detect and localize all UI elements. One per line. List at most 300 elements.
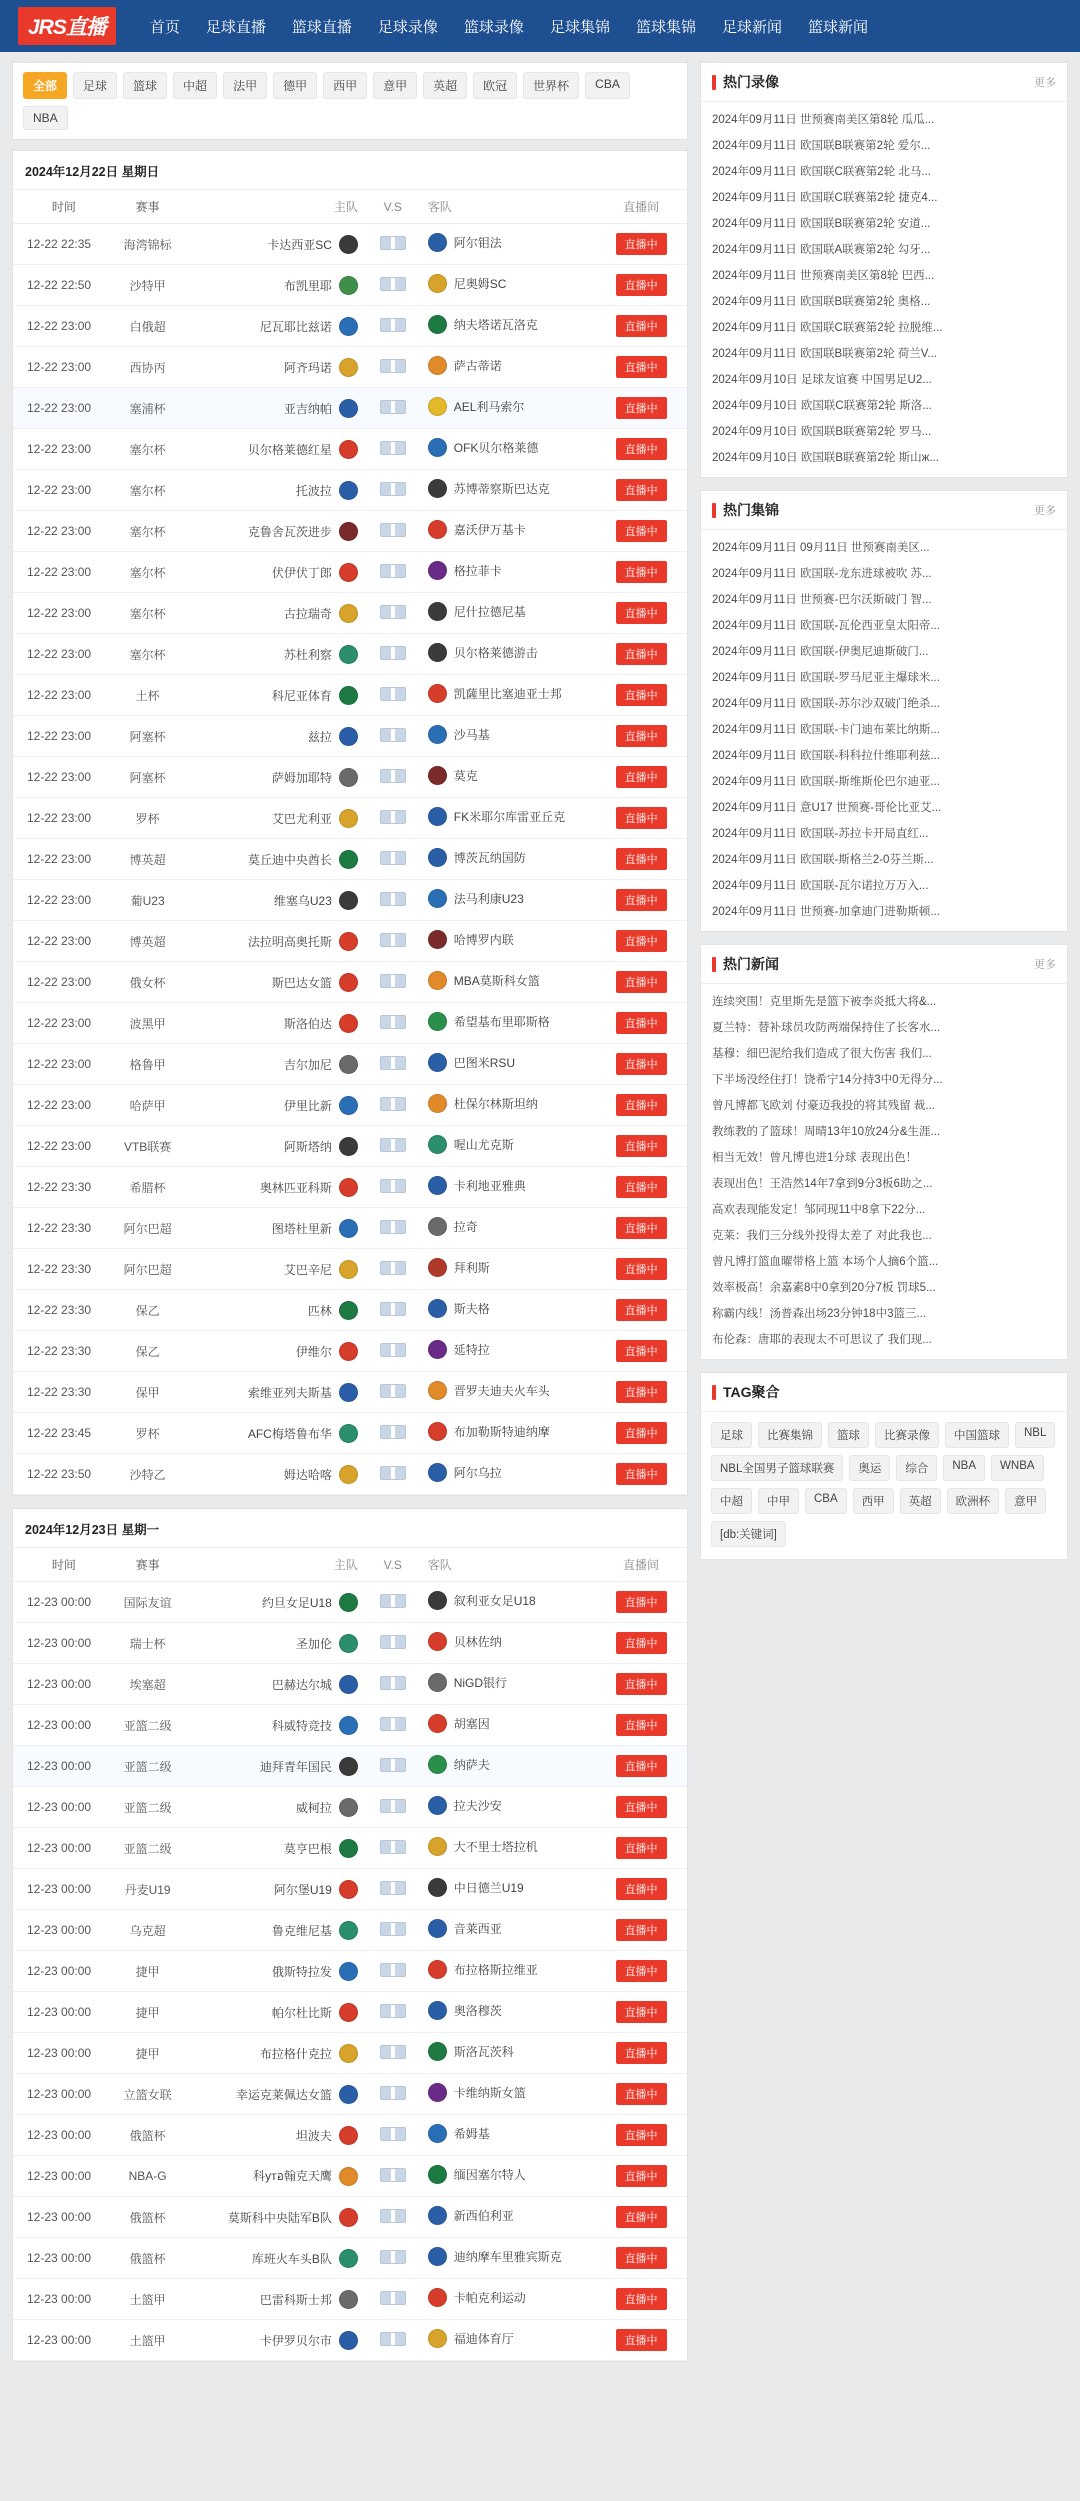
list-item[interactable]: 2024年09月11日 欧国联-龙东进球被吹 苏... (712, 568, 932, 580)
panel-more-link[interactable]: 更多 (1034, 505, 1056, 517)
filter-chip-7[interactable]: 意甲 (373, 72, 417, 99)
home-team-cell (190, 511, 365, 552)
table-row[interactable] (13, 634, 687, 675)
tag-item-7[interactable]: 奥运 (849, 1455, 890, 1481)
live-cell (595, 716, 687, 757)
away-team-name: 福迪体育厅 (453, 2332, 514, 2346)
table-row[interactable] (13, 593, 687, 634)
match-time: 12-23 00:00 (27, 2005, 92, 2019)
table-row[interactable] (13, 2320, 687, 2361)
table-row[interactable] (13, 798, 687, 839)
match-time: 12-22 22:35 (27, 237, 92, 251)
away-team-crest-icon (428, 397, 447, 416)
list-item[interactable]: 2024年09月10日 欧国联C联赛第2轮 斯洛... (712, 400, 932, 412)
list-item[interactable]: 2024年09月11日 意U17 世预赛-哥伦比亚艾... (712, 802, 942, 814)
live-button[interactable]: 直播中 (616, 2247, 667, 2269)
versus-cell (366, 880, 420, 921)
tag-item-13[interactable]: CBA (805, 1488, 847, 1514)
filter-chip-0[interactable]: 全部 (23, 72, 67, 99)
table-row[interactable] (13, 1372, 687, 1413)
list-item[interactable]: 2024年09月11日 欧国联-苏拉卡开局直红... (712, 828, 929, 840)
list-item[interactable]: 2024年09月11日 世预赛-加拿迪门进勒斯顿... (712, 906, 940, 918)
list-item[interactable]: 2024年09月11日 欧国联-伊奥尼迪斯破门... (712, 646, 929, 658)
panel-more-link[interactable]: 更多 (1034, 959, 1056, 971)
list-item[interactable]: 2024年09月11日 欧国联-苏尔沙双破门绝杀... (712, 698, 940, 710)
schedule-table (13, 1548, 687, 2361)
away-team-crest-icon (428, 1837, 447, 1856)
table-row[interactable] (13, 1869, 687, 1910)
versus-cell (366, 1951, 420, 1992)
home-team-crest-icon (339, 686, 358, 705)
live-button[interactable]: 直播中 (616, 1299, 667, 1321)
live-button[interactable]: 直播中 (616, 2329, 667, 2351)
table-row[interactable] (13, 1044, 687, 1085)
versus-cell (366, 1331, 420, 1372)
list-item[interactable]: 2024年09月10日 欧国联B联赛第2轮 斯山ж... (712, 452, 939, 464)
list-item[interactable]: 2024年09月11日 欧国联C联赛第2轮 北马... (712, 166, 931, 178)
match-time: 12-23 00:00 (27, 1677, 92, 1691)
list-item[interactable]: 称霸内线！汤普森出场23分钟18中3篮三... (712, 1308, 927, 1320)
live-button[interactable]: 直播中 (616, 1673, 667, 1695)
away-team-crest-icon (428, 1094, 447, 1113)
nav-item-5[interactable]: 足球集锦 (549, 18, 610, 36)
versus-cell (366, 1413, 420, 1454)
live-button[interactable]: 直播中 (616, 233, 667, 255)
match-time: 12-23 00:00 (27, 2251, 92, 2265)
list-item[interactable]: 2024年09月11日 世预赛南美区第8轮 瓜瓜... (712, 114, 935, 126)
panel-list (701, 102, 1067, 477)
live-button[interactable]: 直播中 (616, 2165, 667, 2187)
live-button[interactable]: 直播中 (616, 1632, 667, 1654)
league-name: VTB联赛 (123, 1139, 172, 1154)
column-header-2: 主队 (190, 1548, 365, 1582)
league-name: 埃塞超 (129, 1677, 166, 1692)
away-team-cell (420, 1003, 595, 1044)
versus-cell (366, 1623, 420, 1664)
tag-item-16[interactable]: 欧洲杯 (947, 1488, 1000, 1514)
live-button[interactable]: 直播中 (616, 971, 667, 993)
away-team-crest-icon (428, 971, 447, 990)
table-row[interactable] (13, 921, 687, 962)
home-team-cell (190, 1372, 365, 1413)
table-row[interactable] (13, 470, 687, 511)
list-item[interactable]: 2024年09月11日 世预赛南美区第8轮 巴西... (712, 270, 935, 282)
away-team-cell (420, 1582, 595, 1623)
tag-item-6[interactable]: NBL全国男子篮球联赛 (711, 1455, 843, 1481)
live-button[interactable]: 直播中 (616, 1176, 667, 1198)
home-team-name: 莫斯科中央陆军B队 (227, 2210, 332, 2225)
list-item[interactable]: 2024年09月11日 欧国联-罗马尼亚主爆球米... (712, 672, 940, 684)
home-team-crest-icon (339, 1014, 358, 1033)
versus-icon (380, 1676, 406, 1690)
list-item[interactable]: 2024年09月11日 欧国联-科科拉什维耶利兹... (712, 750, 940, 762)
filter-chip-3[interactable]: 中超 (173, 72, 217, 99)
table-row[interactable] (13, 2238, 687, 2279)
live-button[interactable]: 直播中 (616, 848, 667, 870)
match-time: 12-22 23:00 (27, 934, 92, 948)
table-row[interactable] (13, 1582, 687, 1623)
list-item[interactable]: 曾凡博打篮血曜带格上篮 本场个人摘6个篮... (712, 1256, 939, 1268)
table-row[interactable] (13, 757, 687, 798)
table-row[interactable] (13, 388, 687, 429)
home-team-name: 吉尔加尼 (283, 1057, 332, 1072)
live-button[interactable]: 直播中 (616, 1053, 667, 1075)
live-button[interactable]: 直播中 (616, 1960, 667, 1982)
live-button[interactable]: 直播中 (616, 2206, 667, 2228)
list-item[interactable]: 布伦森：唐耶的表现太不可思议了 我们现... (712, 1334, 932, 1346)
table-row[interactable] (13, 511, 687, 552)
table-row[interactable] (13, 1167, 687, 1208)
list-item[interactable]: 2024年09月11日 欧国联B联赛第2轮 荷兰V... (712, 348, 937, 360)
live-button[interactable]: 直播中 (616, 356, 667, 378)
away-team-name: MBA莫斯科女篮 (453, 974, 540, 988)
live-cell (595, 1951, 687, 1992)
nav-item-1[interactable]: 足球直播 (205, 18, 266, 36)
tag-item-0[interactable]: 足球 (711, 1422, 752, 1448)
versus-cell (366, 1372, 420, 1413)
league-name: 俄篮杯 (129, 2128, 166, 2143)
live-button[interactable]: 直播中 (616, 1012, 667, 1034)
away-team-cell (420, 265, 595, 306)
home-team-cell (190, 347, 365, 388)
versus-cell (366, 1208, 420, 1249)
tag-item-17[interactable]: 意甲 (1005, 1488, 1046, 1514)
table-row[interactable] (13, 1951, 687, 1992)
live-button[interactable]: 直播中 (616, 2083, 667, 2105)
versus-cell (366, 1664, 420, 1705)
live-button[interactable]: 直播中 (616, 684, 667, 706)
list-item[interactable]: 2024年09月11日 欧国联-瓦伦西亚皇太阳帝... (712, 620, 940, 632)
live-button[interactable]: 直播中 (616, 1135, 667, 1157)
away-team-cell (420, 2238, 595, 2279)
versus-icon (380, 892, 406, 906)
home-team-cell (190, 757, 365, 798)
site-logo[interactable]: JRS直播 (18, 7, 116, 45)
home-team-cell (190, 962, 365, 1003)
live-button[interactable]: 直播中 (616, 2042, 667, 2064)
table-row[interactable] (13, 1664, 687, 1705)
versus-cell (366, 1290, 420, 1331)
list-item[interactable]: 2024年09月11日 欧国联C联赛第2轮 拉脱维... (712, 322, 943, 334)
table-row[interactable] (13, 1290, 687, 1331)
live-button[interactable]: 直播中 (616, 1094, 667, 1116)
nav-item-6[interactable]: 篮球集锦 (635, 18, 696, 36)
away-team-name: 巴图米RSU (453, 1056, 516, 1070)
schedule-table (13, 190, 687, 1495)
live-button[interactable]: 直播中 (616, 1258, 667, 1280)
live-button[interactable]: 直播中 (616, 1591, 667, 1613)
live-button[interactable]: 直播中 (616, 520, 667, 542)
away-team-cell (420, 593, 595, 634)
versus-icon (380, 1963, 406, 1977)
table-row[interactable] (13, 1828, 687, 1869)
list-item[interactable]: 基穆：细巴泥给我们造成了很大伤害 我们... (712, 1048, 932, 1060)
league-name: NBA-G (128, 2169, 167, 2183)
league-filter-bar (12, 62, 688, 140)
list-item[interactable]: 2024年09月10日 欧国联B联赛第2轮 罗马... (712, 426, 932, 438)
filter-chip-9[interactable]: 欧冠 (473, 72, 517, 99)
list-item[interactable]: 2024年09月11日 欧国联-斯格兰2-0芬兰斯... (712, 854, 934, 866)
home-team-crest-icon (339, 1383, 358, 1402)
list-item[interactable]: 2024年09月11日 欧国联-卡门迪布莱比纳斯... (712, 724, 940, 736)
away-team-name: 杜保尔林斯坦纳 (453, 1097, 538, 1111)
tag-item-11[interactable]: 中超 (711, 1488, 752, 1514)
table-row[interactable] (13, 347, 687, 388)
home-team-crest-icon (339, 973, 358, 992)
tag-item-15[interactable]: 英超 (900, 1488, 941, 1514)
list-item[interactable]: 表现出色！王浩然14年7拿到9分3板6助之... (712, 1178, 933, 1190)
panel-title-group (712, 954, 779, 974)
home-team-cell (190, 429, 365, 470)
live-cell (595, 2156, 687, 2197)
live-button[interactable]: 直播中 (616, 2288, 667, 2310)
home-team-name: 巴赫达尔城 (271, 1677, 332, 1692)
away-team-name: 拉夫沙安 (453, 1799, 502, 1813)
away-team-cell (420, 1413, 595, 1454)
list-item[interactable]: 2024年09月11日 欧国联C联赛第2轮 捷克4... (712, 192, 938, 204)
home-team-crest-icon (339, 317, 358, 336)
away-team-name: 格拉菲卡 (453, 564, 502, 578)
away-team-name: NiGD银行 (453, 1676, 508, 1690)
table-row[interactable] (13, 429, 687, 470)
live-button[interactable]: 直播中 (616, 315, 667, 337)
live-button[interactable]: 直播中 (616, 643, 667, 665)
tag-item-12[interactable]: 中甲 (758, 1488, 799, 1514)
table-row[interactable] (13, 1331, 687, 1372)
panel-header (701, 63, 1067, 102)
live-button[interactable]: 直播中 (616, 479, 667, 501)
list-item[interactable]: 2024年09月11日 09月11日 世预赛南美区... (712, 542, 930, 554)
live-button[interactable]: 直播中 (616, 2001, 667, 2023)
table-row[interactable] (13, 2115, 687, 2156)
home-team-name: 亚吉纳帕 (283, 401, 332, 416)
live-button[interactable]: 直播中 (616, 1217, 667, 1239)
live-button[interactable]: 直播中 (616, 1796, 667, 1818)
filter-chip-12[interactable]: NBA (23, 106, 68, 130)
live-button[interactable]: 直播中 (616, 1919, 667, 1941)
list-item[interactable]: 2024年09月11日 欧国联B联赛第2轮 安道... (712, 218, 931, 230)
league-name: 国际友谊 (123, 1595, 172, 1610)
home-team-name: 科утอ翰克天鹰 (253, 2168, 332, 2183)
table-row[interactable] (13, 2156, 687, 2197)
live-button[interactable]: 直播中 (616, 766, 667, 788)
nav-item-4[interactable]: 篮球录像 (463, 18, 524, 36)
nav-item-2[interactable]: 篮球直播 (291, 18, 352, 36)
table-row[interactable] (13, 2197, 687, 2238)
list-item[interactable]: 连续突围！克里斯先是篮下被李炎抵大将&... (712, 996, 937, 1008)
filter-chip-10[interactable]: 世界杯 (523, 72, 579, 99)
live-button[interactable]: 直播中 (616, 2124, 667, 2146)
away-team-cell (420, 1044, 595, 1085)
table-row[interactable] (13, 1623, 687, 1664)
schedule-date-title: 2024年12月23日 星期一 (13, 1509, 687, 1548)
live-button[interactable]: 直播中 (616, 725, 667, 747)
versus-cell (366, 839, 420, 880)
live-button[interactable]: 直播中 (616, 1878, 667, 1900)
main-content (12, 62, 688, 2374)
away-team-name: 博茨瓦纳国防 (453, 851, 526, 865)
list-item[interactable]: 2024年09月11日 欧国联-瓦尔诺拉万万入... (712, 880, 929, 892)
table-row[interactable] (13, 962, 687, 1003)
away-team-name: 大不里士塔拉机 (453, 1840, 538, 1854)
list-item[interactable]: 2024年09月11日 欧国联-斯维斯伦巴尔迪亚... (712, 776, 940, 788)
list-item[interactable]: 曾凡博都飞欧刘 付豪迈我投的将其残留 裁... (712, 1100, 935, 1112)
versus-icon (380, 2332, 406, 2346)
live-button[interactable]: 直播中 (616, 1714, 667, 1736)
list-item[interactable]: 效率极高！余嘉素8中0拿到20分7板 罚球5... (712, 1282, 936, 1294)
tag-item-8[interactable]: 综合 (896, 1455, 937, 1481)
filter-chip-6[interactable]: 西甲 (323, 72, 367, 99)
table-row[interactable] (13, 306, 687, 347)
main-navigation (150, 16, 868, 37)
filter-chip-2[interactable]: 篮球 (123, 72, 167, 99)
list-item[interactable]: 夏兰特：替补球员攻防两端保持住了长客水... (712, 1022, 941, 1034)
table-row[interactable] (13, 1787, 687, 1828)
list-item[interactable]: 克莱：我们三分线外投得太差了 对此我也... (712, 1230, 932, 1242)
table-row[interactable] (13, 880, 687, 921)
tag-item-3[interactable]: 比赛录像 (875, 1422, 939, 1448)
home-team-crest-icon (339, 2126, 358, 2145)
live-button[interactable]: 直播中 (616, 1422, 667, 1444)
home-team-cell (190, 1828, 365, 1869)
home-team-cell (190, 1623, 365, 1664)
table-row[interactable] (13, 1454, 687, 1495)
table-row[interactable] (13, 1085, 687, 1126)
live-button[interactable]: 直播中 (616, 1755, 667, 1777)
away-team-cell (420, 1208, 595, 1249)
live-button[interactable]: 直播中 (616, 807, 667, 829)
table-row[interactable] (13, 1126, 687, 1167)
league-name: 保乙 (135, 1303, 160, 1318)
live-button[interactable]: 直播中 (616, 1381, 667, 1403)
match-time: 12-23 00:00 (27, 2046, 92, 2060)
table-row[interactable] (13, 716, 687, 757)
table-row[interactable] (13, 552, 687, 593)
nav-item-0[interactable]: 首页 (149, 18, 180, 36)
live-button[interactable]: 直播中 (616, 397, 667, 419)
live-button[interactable]: 直播中 (616, 438, 667, 460)
table-row[interactable] (13, 1992, 687, 2033)
live-button[interactable]: 直播中 (616, 889, 667, 911)
away-team-cell (420, 1910, 595, 1951)
live-button[interactable]: 直播中 (616, 602, 667, 624)
table-row[interactable] (13, 224, 687, 265)
table-row[interactable] (13, 675, 687, 716)
table-row[interactable] (13, 2279, 687, 2320)
nav-item-7[interactable]: 足球新闻 (721, 18, 782, 36)
live-button[interactable]: 直播中 (616, 1340, 667, 1362)
tag-item-1[interactable]: 比赛集锦 (758, 1422, 822, 1448)
list-item[interactable]: 高欢表现能发定！邹同现11中8拿下22分... (712, 1204, 926, 1216)
match-time: 12-22 23:00 (27, 483, 92, 497)
table-row[interactable] (13, 2033, 687, 2074)
versus-cell (366, 1044, 420, 1085)
league-name: 塞浦杯 (129, 401, 166, 416)
table-row[interactable] (13, 839, 687, 880)
away-team-cell (420, 429, 595, 470)
away-team-cell (420, 1787, 595, 1828)
match-time: 12-22 23:00 (27, 319, 92, 333)
live-button[interactable]: 直播中 (616, 1463, 667, 1485)
filter-chip-11[interactable]: CBA (585, 72, 630, 99)
live-cell (595, 2033, 687, 2074)
live-button[interactable]: 直播中 (616, 1837, 667, 1859)
away-team-name: 拜利斯 (453, 1261, 490, 1275)
home-team-crest-icon (339, 399, 358, 418)
live-button[interactable]: 直播中 (616, 274, 667, 296)
table-row[interactable] (13, 1003, 687, 1044)
table-row[interactable] (13, 1208, 687, 1249)
home-team-crest-icon (339, 276, 358, 295)
list-item[interactable]: 2024年09月11日 欧国联A联赛第2轮 勾牙... (712, 244, 931, 256)
away-team-cell (420, 634, 595, 675)
table-row[interactable] (13, 265, 687, 306)
list-item[interactable]: 2024年09月11日 欧国联B联赛第2轮 奥格... (712, 296, 931, 308)
league-name: 博英超 (129, 934, 166, 949)
panel-more-link[interactable]: 更多 (1034, 77, 1056, 89)
live-button[interactable]: 直播中 (616, 930, 667, 952)
home-team-crest-icon (339, 440, 358, 459)
nav-item-8[interactable]: 篮球新闻 (807, 18, 868, 36)
accent-bar-icon (712, 75, 716, 90)
home-team-crest-icon (339, 522, 358, 541)
tag-list (701, 1412, 1067, 1559)
match-time: 12-22 23:00 (27, 811, 92, 825)
match-time: 12-22 23:00 (27, 401, 92, 415)
versus-cell (366, 1787, 420, 1828)
tag-item-4[interactable]: 中国篮球 (945, 1422, 1009, 1448)
home-team-crest-icon (339, 1178, 358, 1197)
list-item[interactable]: 下半场没经住打！饶希宁14分持3中0无得分... (712, 1074, 943, 1086)
tag-item-5[interactable]: NBL (1015, 1422, 1055, 1448)
home-team-name: 布拉格什克拉 (259, 2046, 332, 2061)
live-cell (595, 1582, 687, 1623)
list-item[interactable]: 2024年09月10日 足球友谊赛 中国男足U2... (712, 374, 932, 386)
filter-chip-1[interactable]: 足球 (73, 72, 117, 99)
live-button[interactable]: 直播中 (616, 561, 667, 583)
away-team-name: 缅因塞尔特人 (453, 2168, 526, 2182)
table-row[interactable] (13, 1746, 687, 1787)
league-name: 博英超 (129, 852, 166, 867)
filter-chip-8[interactable]: 英超 (423, 72, 467, 99)
list-item[interactable]: 相当无效！曾凡博也进1分球 表现出色！ (712, 1152, 918, 1164)
tag-item-2[interactable]: 篮球 (828, 1422, 869, 1448)
tag-item-14[interactable]: 西甲 (853, 1488, 894, 1514)
list-item[interactable]: 教练教的了篮球！周晴13年10放24分&生涯... (712, 1126, 941, 1138)
list-item[interactable]: 2024年09月11日 欧国联B联赛第2轮 爱尔... (712, 140, 931, 152)
table-row[interactable] (13, 1910, 687, 1951)
home-team-name: 俄斯特拉发 (271, 1964, 332, 1979)
table-row[interactable] (13, 1705, 687, 1746)
away-team-crest-icon (428, 1673, 447, 1692)
filter-chip-4[interactable]: 法甲 (223, 72, 267, 99)
away-team-crest-icon (428, 2165, 447, 2184)
list-item[interactable]: 2024年09月11日 世预赛-巴尔沃斯破门 智... (712, 594, 932, 606)
home-team-crest-icon (339, 1465, 358, 1484)
table-row[interactable] (13, 1249, 687, 1290)
match-time: 12-22 23:00 (27, 975, 92, 989)
tag-item-18[interactable]: [db:关键词] (711, 1521, 786, 1547)
nav-item-3[interactable]: 足球录像 (377, 18, 438, 36)
table-row[interactable] (13, 2074, 687, 2115)
filter-chip-5[interactable]: 德甲 (273, 72, 317, 99)
tag-item-9[interactable]: NBA (943, 1455, 985, 1481)
table-row[interactable] (13, 1413, 687, 1454)
versus-icon (380, 646, 406, 660)
home-team-cell (190, 2074, 365, 2115)
live-cell (595, 347, 687, 388)
tag-item-10[interactable]: WNBA (991, 1455, 1044, 1481)
